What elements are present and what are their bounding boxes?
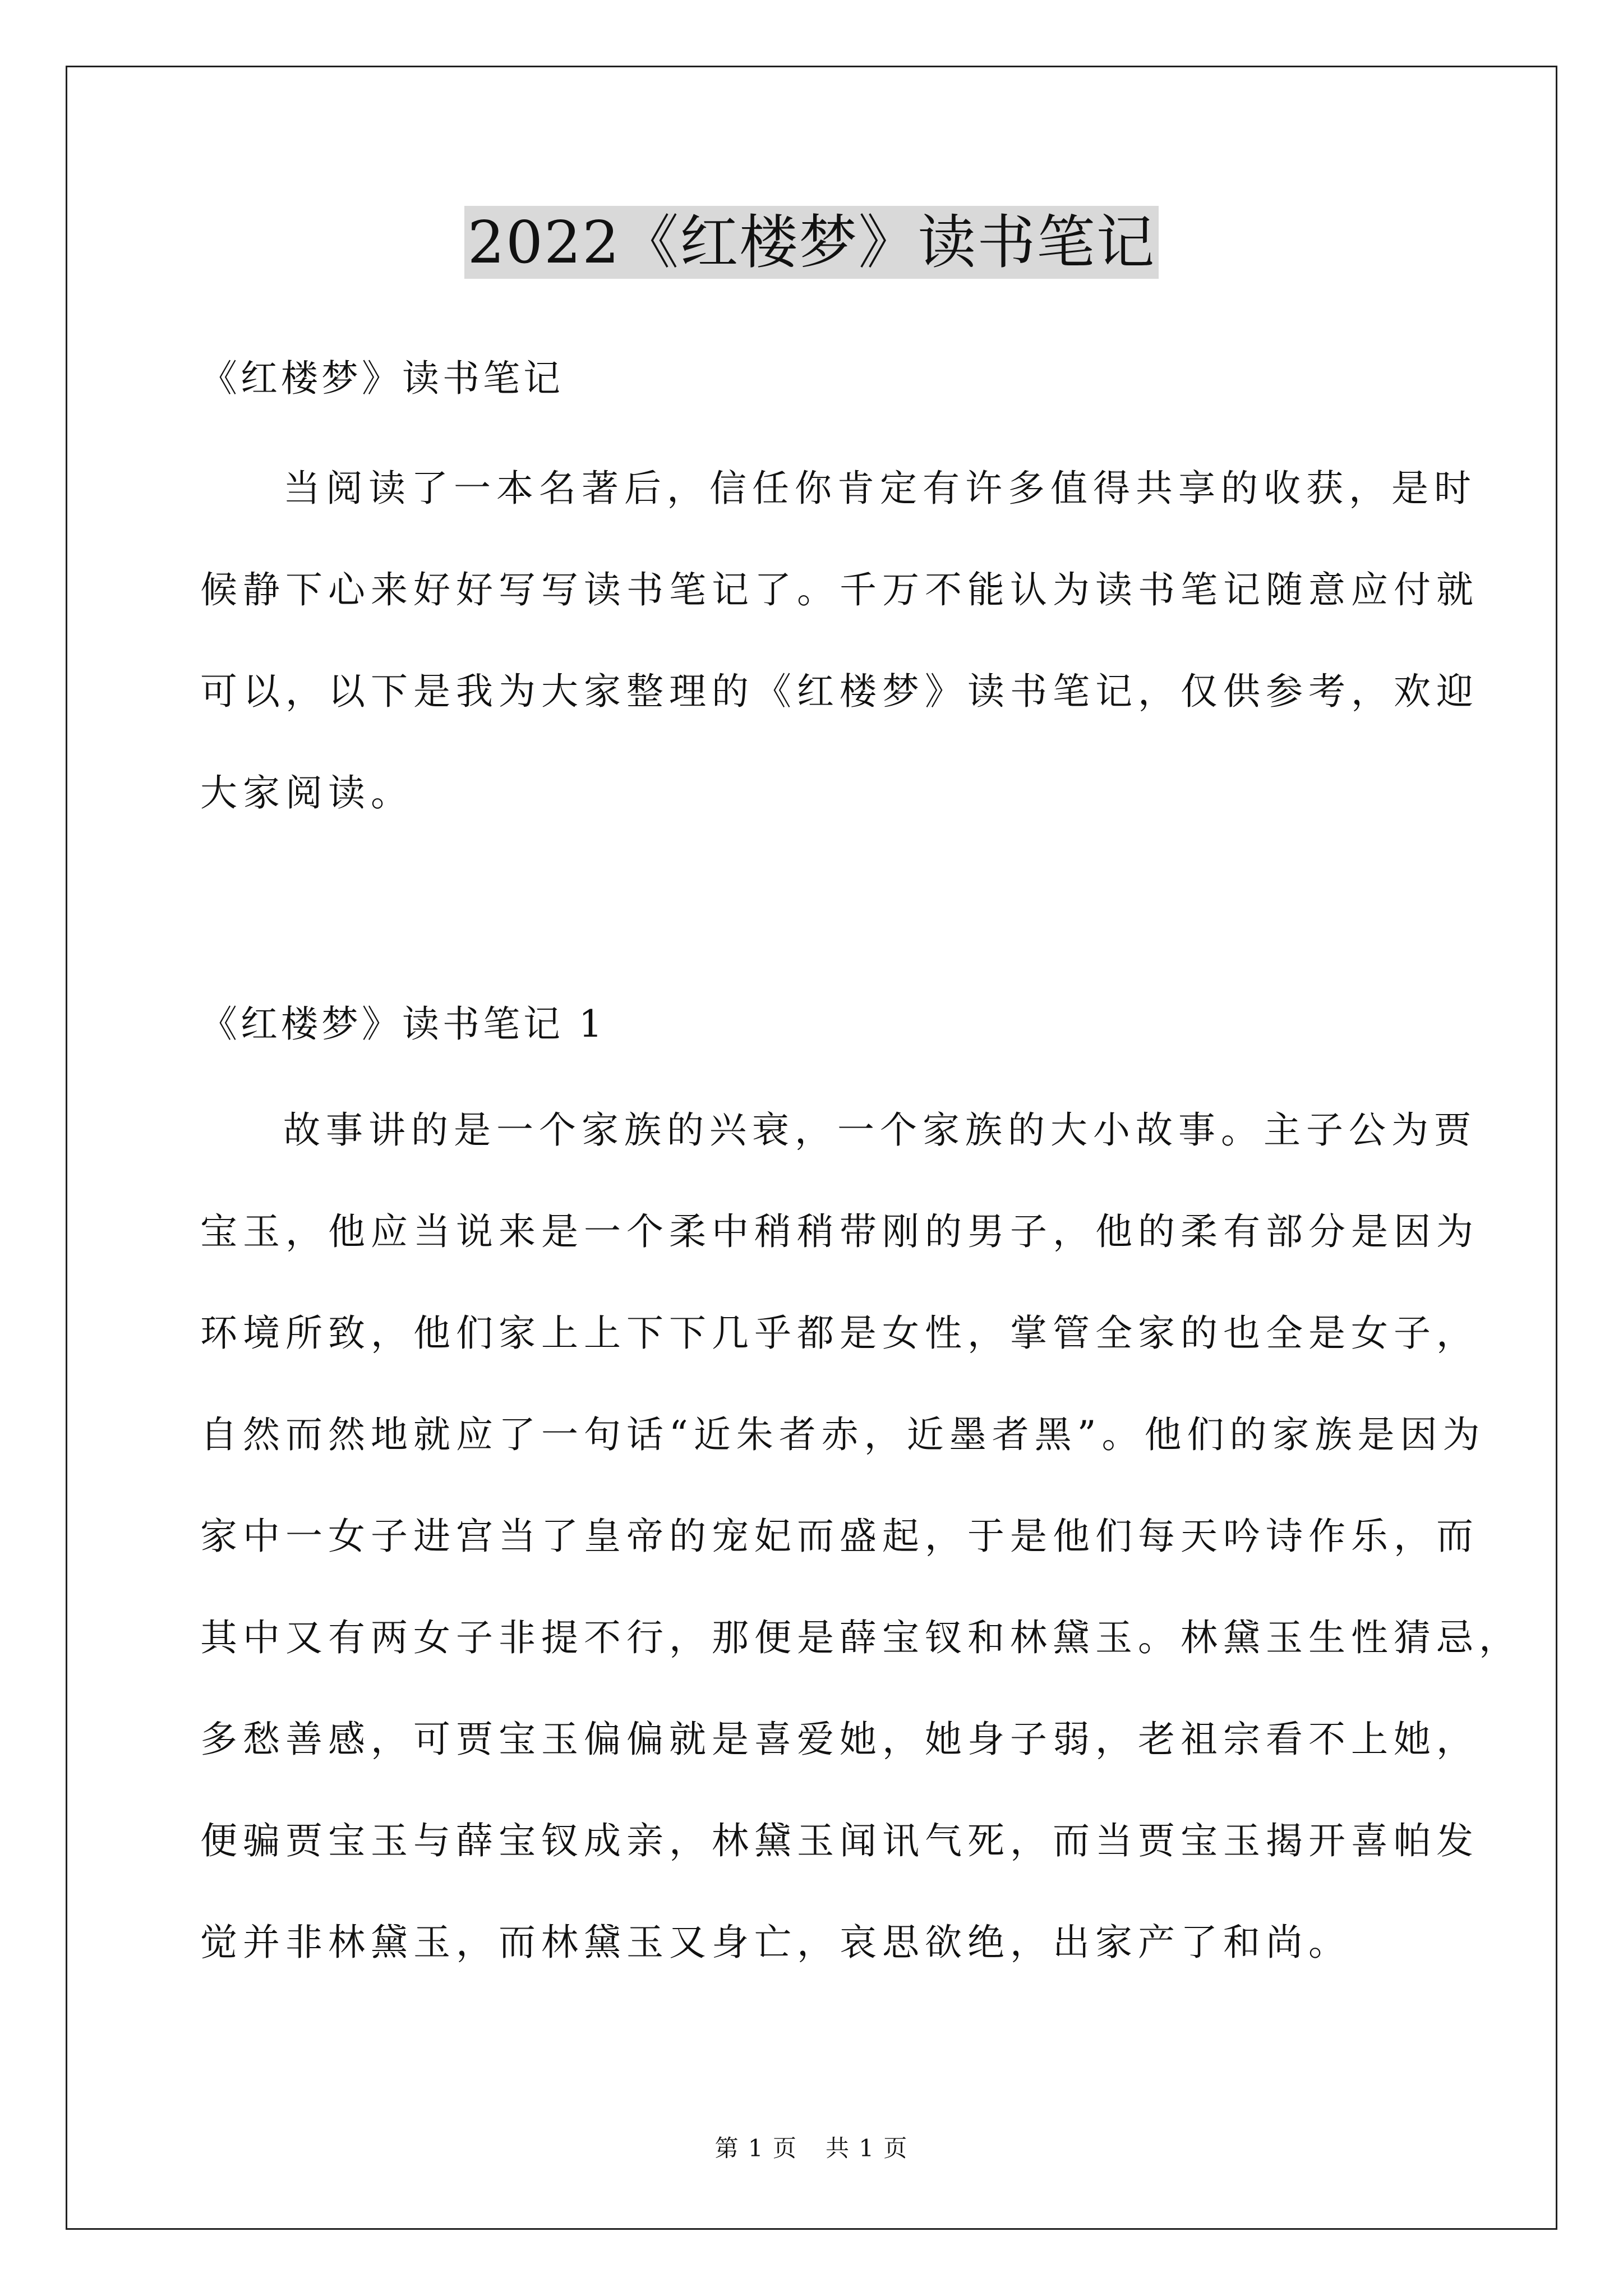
paragraph-line: 环境所致，他们家上上下下几乎都是女性，掌管全家的也全是女子，: [200, 1312, 1479, 1355]
paragraph-line: 自然而然地就应了一句话“近朱者赤，近墨者黑”。他们的家族是因为: [200, 1413, 1486, 1456]
document-title-text: 2022《红楼梦》读书笔记: [464, 206, 1159, 279]
page-number: 第 1 页: [714, 2134, 797, 2162]
paragraph-line: 便骗贾宝玉与薛宝钗成亲，林黛玉闻讯气死，而当贾宝玉揭开喜帕发: [200, 1819, 1479, 1862]
paragraph-line: 当阅读了一本名著后，信任你肯定有许多值得共享的收获，是时: [283, 467, 1477, 510]
intro-heading: 《红楼梦》读书笔记: [200, 357, 564, 400]
paragraph-line: 其中又有两女子非提不行，那便是薛宝钗和林黛玉。林黛玉生性猜忌，: [200, 1616, 1521, 1659]
paragraph-line: 宝玉，他应当说来是一个柔中稍稍带刚的男子，他的柔有部分是因为: [200, 1210, 1479, 1253]
paragraph-line: 故事讲的是一个家族的兴衰，一个家族的大小故事。主子公为贾: [283, 1108, 1477, 1152]
paragraph-line: 家中一女子进宫当了皇帝的宠妃而盛起，于是他们每天吟诗作乐，而: [200, 1515, 1479, 1558]
section1-paragraph: [200, 1079, 1521, 1993]
page-count: 共 1 页: [826, 2134, 909, 2162]
intro-paragraph: [200, 438, 1479, 844]
paragraph-line: 大家阅读。: [200, 771, 413, 815]
paragraph-line: 多愁善感，可贾宝玉偏偏就是喜爱她，她身子弱，老祖宗看不上她，: [200, 1718, 1479, 1761]
paragraph-line: 可以，以下是我为大家整理的《红楼梦》读书笔记，仅供参考，欢迎: [200, 670, 1479, 713]
document-title: [0, 203, 1623, 282]
paragraph-line: 候静下心来好好写写读书笔记了。千万不能认为读书笔记随意应付就: [200, 568, 1479, 611]
page-footer: [0, 2132, 1623, 2165]
section-heading: 《红楼梦》读书笔记 1: [200, 1002, 606, 1046]
paragraph-line: 觉并非林黛玉，而林黛玉又身亡，哀思欲绝，出家产了和尚。: [200, 1921, 1351, 1964]
